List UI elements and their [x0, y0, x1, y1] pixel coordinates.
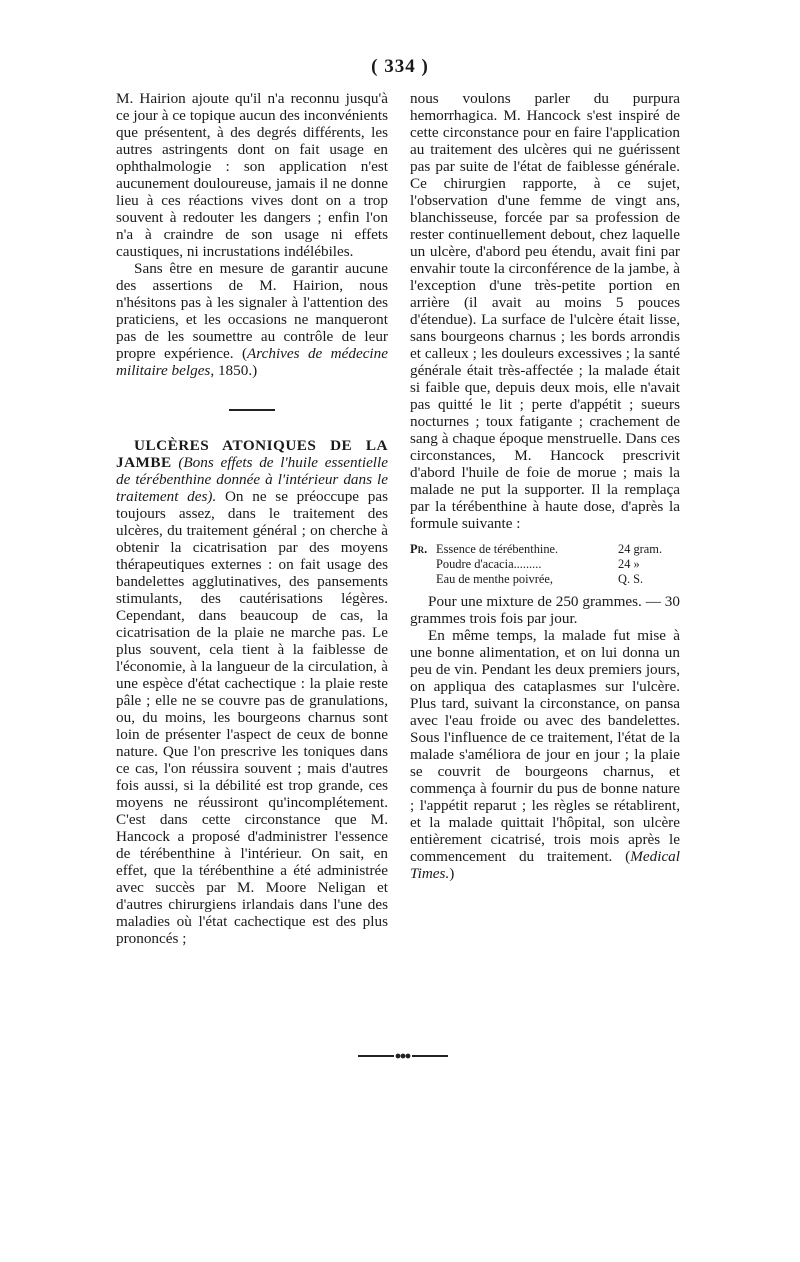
- right-column: [410, 90, 680, 882]
- recipe-quantity: 24 gram.: [618, 542, 663, 556]
- paragraph-body: On ne se préoccupe pas toujours assez, dans le traitement des ulcères, du traitement général ; on cherche à obtenir la cicatrisation par des moyens thérapeutiques externes : on fait usage des bandelettes agglutinatives, des pansements stimulants, des cautérisations légères. Cependant, dans beaucoup de cas, la cicatrisation de la plaie ne marche pas. Le plus souvent, cela tient à la faiblesse de l'économie, à la langueur de la circulation, à une espèce d'état cachectique : la plaie reste pâle ; elle ne se couvre pas de granulations, ou, du moins, les bourgeons charnus sont loin de présenter l'aspect de ceux de bonne nature. Que l'on prescrive les toniques dans ce cas, l'on réussira souvent ; mais d'autres fois aussi, si la débilité est trop grande, ces moyens ne réussiront qu'incomplétement. C'est dans cette circonstance que M. Hancock a proposé d'administrer l'essence de térébenthine à l'intérieur. On sait, en effet, que la térébenthine a été administrée avec succès par M. Moore Neligan et d'autres chirurgiens irlandais dans l'une des maladies où l'état cachectique est des plus prononcés ;: [116, 488, 389, 947]
- paragraph-hairion-conclusion: [116, 260, 388, 379]
- paragraph-hancock-case: nous voulons parler du purpura hemorrhagica. M. Hancock s'est inspiré de cette circonstance pour en faire l'application au traitement des ulcères qui ne guérissent pas par suite de l'état de faiblesse générale. Ce chirurgien rapporte, à ce sujet, l'observation d'une femme de vingt ans, blanchisseuse, forcée par sa profession de rester continuellement debout, chez laquelle un ulcère, d'abord peu étendu, avait fini par envahir toute la circonférence de la jambe, à l'exception d'une très-petite portion en arrière (il avait au moins 5 pouces d'étendue). La surface de l'ulcère était lisse, sans bourgeons charnus ; les bords arrondis et calleux ; les douleurs excessives ; la santé générale était très-affectée ; la malade était si faible que, depuis deux mois, elle n'avait pas quitté le lit ; perte d'appétit ; sueurs nocturnes ; toux fatigante ; crachement de sang à chaque époque menstruelle. Dans ces circonstances, M. Hancock prescrivit d'abord l'huile de foie de morue ; mais la malade ne put la supporter. Il la remplaça par la térébenthine à haute dose, d'après la formule suivante :: [410, 90, 680, 532]
- recipe-quantity: 24 »: [618, 557, 640, 571]
- recipe-ingredient: Essence de térébenthine.: [436, 542, 559, 556]
- recipe-quantity: Q. S.: [618, 572, 644, 586]
- citation-close: ): [449, 865, 455, 882]
- recipe-ingredient: Eau de menthe poivrée,: [436, 572, 553, 586]
- source-citation: Medical Times.: [410, 848, 680, 882]
- recipe-prefix: Pr.: [410, 542, 428, 556]
- article-subheading: (Bons effets de l'huile essentielle de térébenthine donnée à l'intérieur dans le traitement des).: [116, 454, 388, 505]
- paragraph-text: En même temps, la malade fut mise à une bonne alimentation, et on lui donna un peu de vin. Pendant les deux premiers jours, on appliqua des cataplasmes sur l'ulcère. Plus tard, suivant la circonstance, on pansa avec l'eau froide ou avec des bandelettes. Sous l'influence de ce traitement, l'état de la malade s'améliora de jour en jour ; la plaie se couvrit de bourgeons charnus, et commença à fournir du pus de bonne nature ; l'appétit reparut ; les règles se rétablirent, et la malade quittait l'hôpital, son ulcère entièrement cicatrisé, trois mois après le commencement du traitement. (: [410, 627, 680, 865]
- citation-year: , 1850.): [210, 362, 258, 379]
- recipe-line: [410, 542, 680, 557]
- recipe-block: [410, 542, 680, 587]
- paragraph-dosage: Pour une mixture de 250 grammes. — 30 grammes trois fois par jour.: [410, 593, 680, 627]
- paragraph-hairion-nitrate: M. Hairion ajoute qu'il n'a reconnu jusqu'à ce jour à ce topique aucun des inconvénients que présentent, à des degrés différents, les autres astringents dont on fait usage en ophthalmologie : son application n'est aucunement douloureuse, jamais il ne donne lieu à ces réactions vives dont on a trop souvent à redouter les dangers ; enfin l'on n'a à craindre de son usage ni effets caustiques, ni incrustations indélébiles.: [116, 90, 388, 260]
- recipe-ingredient: Poudre d'acacia.........: [436, 557, 542, 571]
- paragraph-text: Sans être en mesure de garantir aucune des assertions de M. Hairion, nous n'hésitons pas à les signaler à l'attention des praticiens, et les occasions ne manqueront pas de les soumettre au contrôle de leur propre expérience. (: [116, 260, 388, 362]
- page-number: ( 334 ): [371, 56, 429, 77]
- recipe-prefix: [410, 557, 436, 572]
- recipe-line: [410, 572, 680, 587]
- source-citation: Archives de médecine militaire belges: [116, 345, 388, 379]
- article-heading: ULCÈRES ATONIQUES DE LA JAMBE: [116, 437, 388, 471]
- section-separator: [229, 409, 275, 411]
- left-column: [116, 90, 388, 947]
- article-ulceres: [116, 437, 388, 947]
- paragraph-outcome: [410, 627, 680, 882]
- recipe-line: [410, 557, 680, 572]
- end-ornament: [358, 1052, 448, 1060]
- recipe-prefix: [410, 572, 436, 587]
